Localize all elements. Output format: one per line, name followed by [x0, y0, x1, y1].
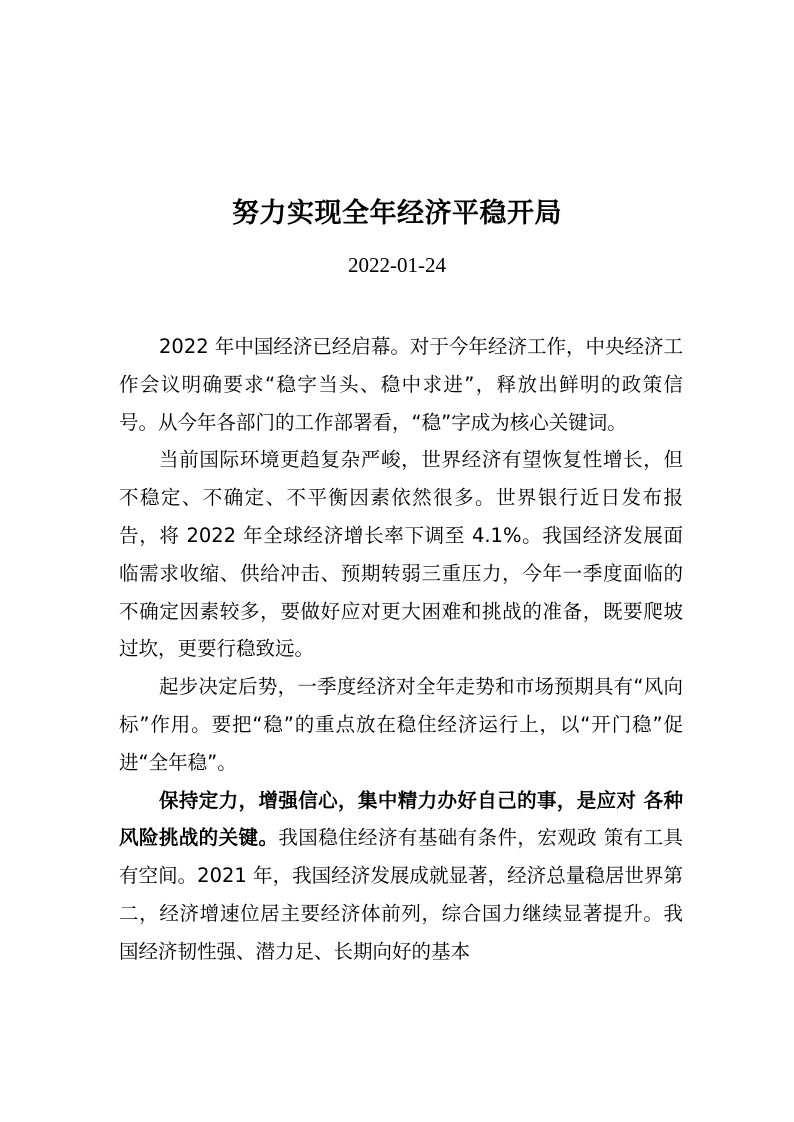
paragraph-3	[119, 668, 683, 781]
paragraph-2-text: 当前国际环境更趋复杂严峻，世界经济有望恢复性增长，但不稳定、不确定、不平衡因素依然很多。世界银行近日发布报告，将 2022 年全球经济增长率下调至 4.1%。我国经济发展面临需求收缩、供给冲击、预期转弱三重压力，今年一季度面临的不确定因素较多，要做好应对更大困难和挑战的准备，既要爬坡过坎，更要行稳致远。	[119, 448, 683, 661]
paragraph-3-text: 起步决定后势，一季度经济对全年走势和市场预期具有“风向标”作用。要把“稳”的重点放在稳住经济运行上，以“开门稳”促进“全年稳”。	[119, 675, 683, 774]
article-title: 努力实现全年经济平稳开局	[232, 198, 562, 229]
paragraph-4-text: 我国稳住经济有基础有条件，宏观政 策有工具有空间。2021 年，我国经济发展成就显著，经济总量稳居世界第二，经济增速位居主要经济体前列，综合国力继续显著提升。我国经济韧性强、潜力足、长期向好的基本	[119, 826, 683, 963]
article-date: 2022-01-24	[348, 253, 446, 277]
paragraph-1	[119, 328, 683, 441]
paragraph-4	[119, 782, 683, 971]
article-body	[119, 328, 683, 971]
paragraph-4-lead: 保持定力，增强信心，集中精力办好自己的事，是应对 各种风险挑战的关键。	[119, 788, 683, 850]
paragraph-1-text: 2022 年中国经济已经启幕。对于今年经济工作，中央经济工作会议明确要求“稳字当头、稳中求进”，释放出鲜明的政策信号。从今年各部门的工作部署看，“稳”字成为核心关键词。	[119, 335, 683, 434]
paragraph-2	[119, 441, 683, 668]
